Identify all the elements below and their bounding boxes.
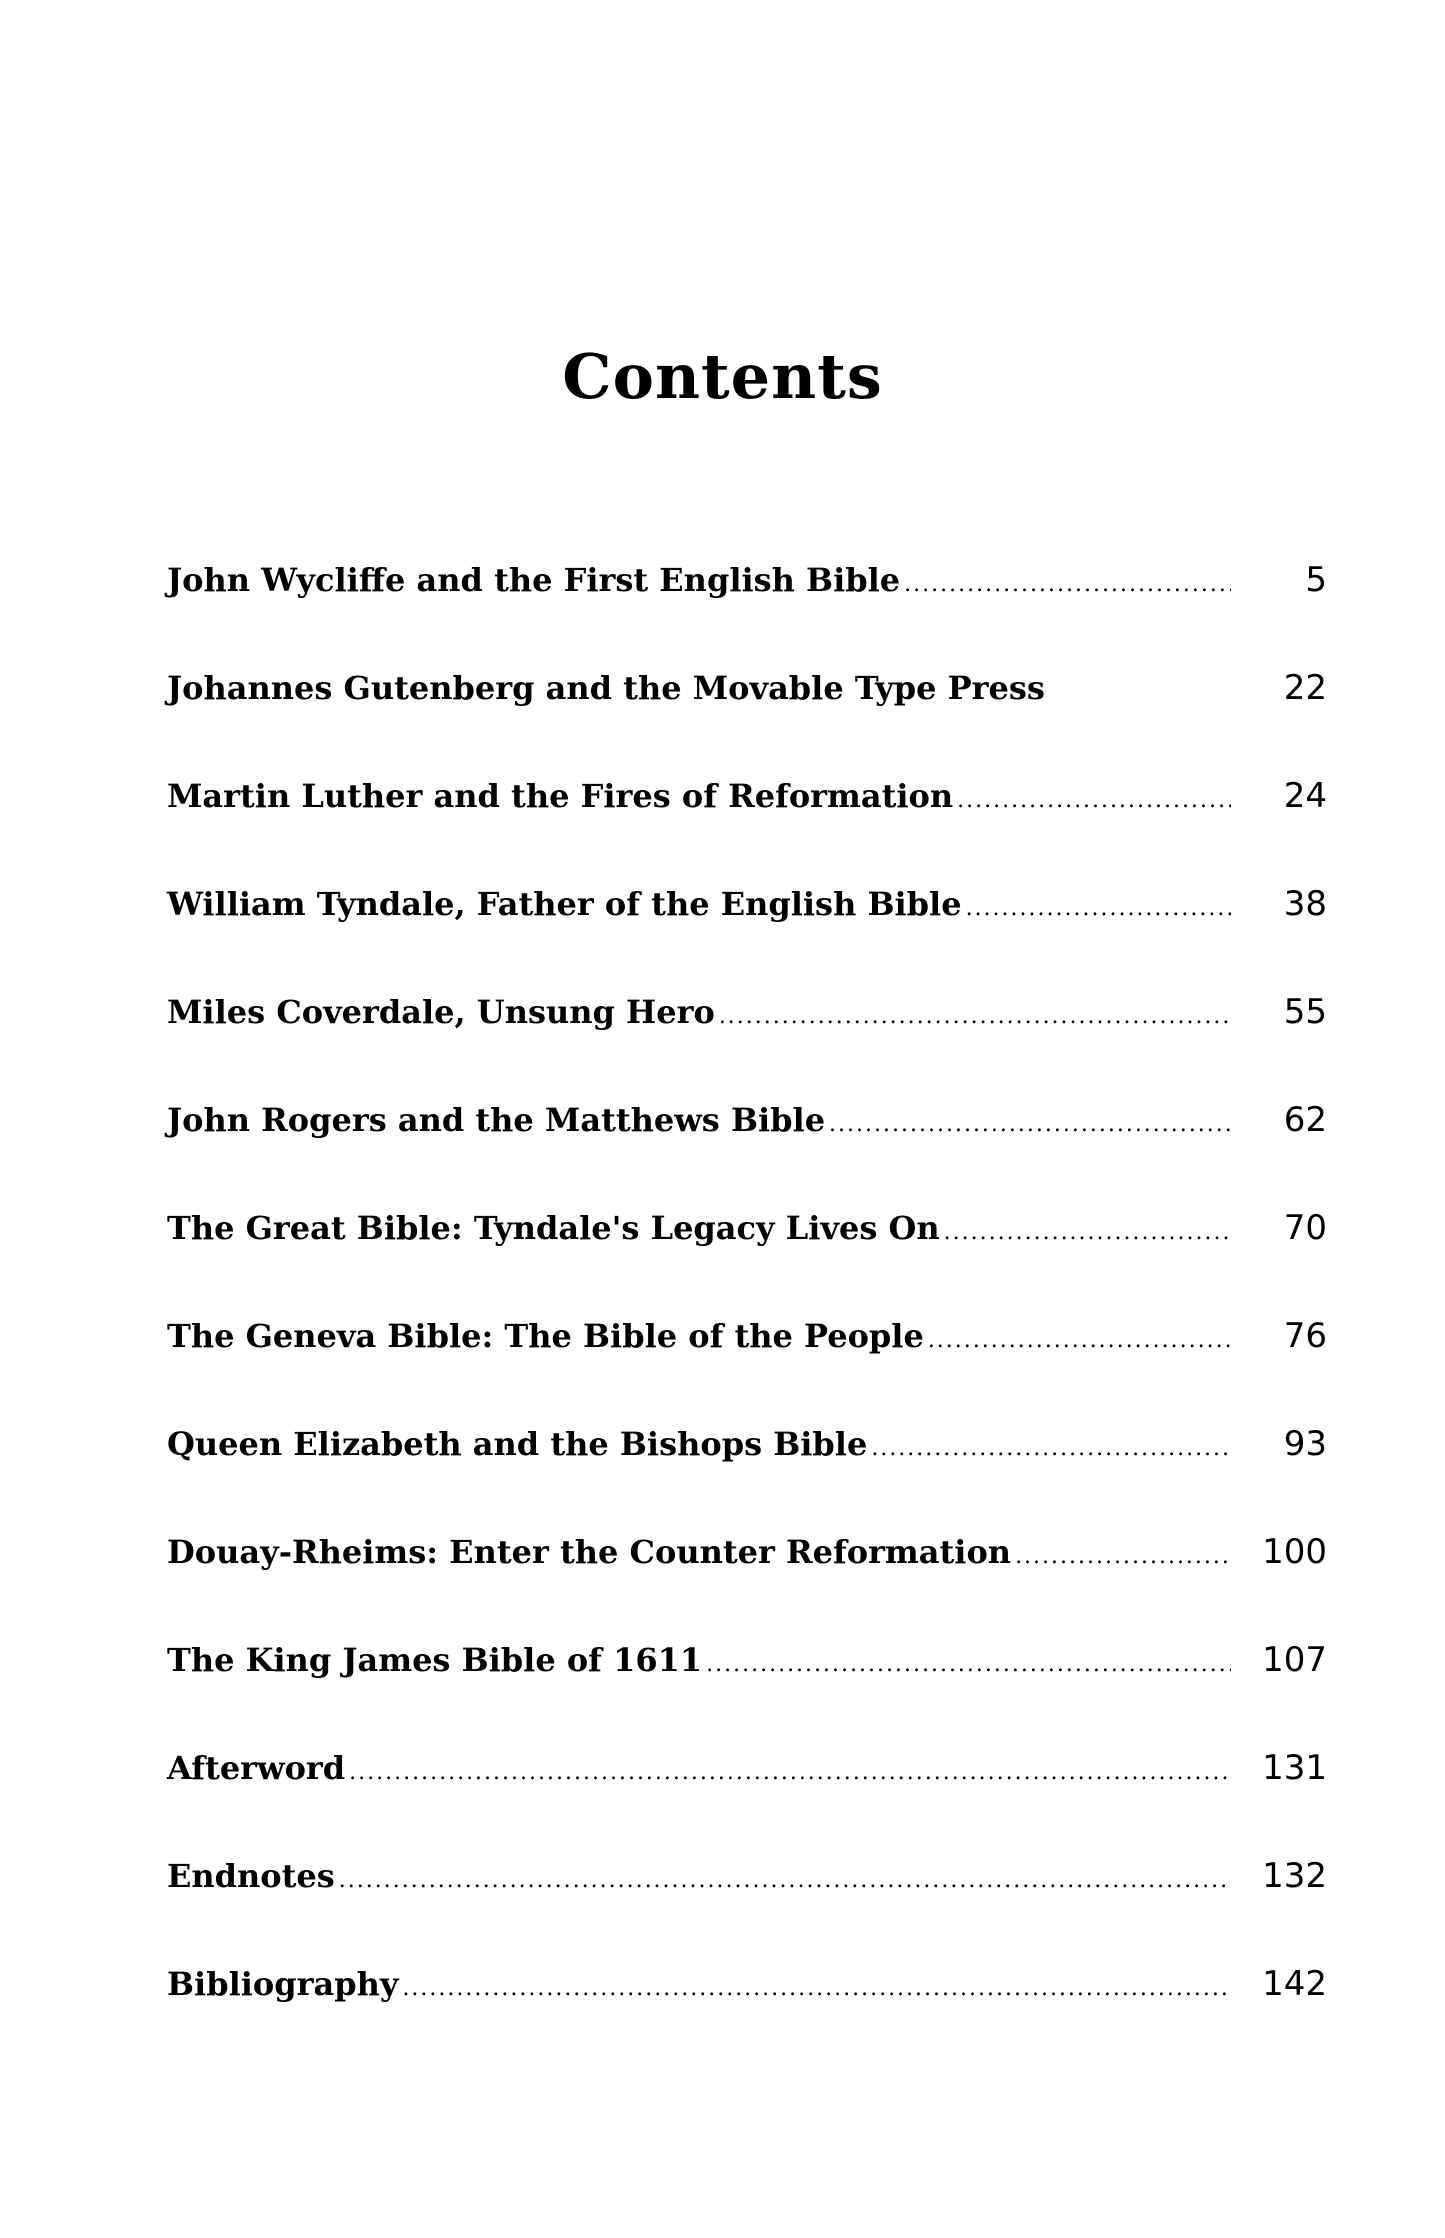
dot-leader [871, 1436, 1231, 1461]
toc-entry-title: The Geneva Bible: The Bible of the People [167, 1317, 924, 1355]
dot-leader [966, 896, 1231, 921]
toc-entry-title: John Rogers and the Matthews Bible [167, 1101, 826, 1139]
toc-entry-page: 38 [1283, 884, 1327, 924]
toc-entry[interactable] [167, 668, 1327, 776]
toc-entry[interactable] [167, 1208, 1327, 1316]
toc-entry-page: 70 [1283, 1208, 1327, 1248]
toc-entry-page: 62 [1283, 1100, 1327, 1140]
table-of-contents [167, 560, 1327, 2072]
toc-entry-title: Queen Elizabeth and the Bishops Bible [167, 1425, 868, 1463]
dot-leader [339, 1868, 1231, 1893]
toc-entry-title: Bibliography [167, 1965, 399, 2003]
toc-entry[interactable] [167, 1316, 1327, 1424]
toc-entry[interactable] [167, 1640, 1327, 1748]
toc-entry[interactable] [167, 1964, 1327, 2072]
toc-entry[interactable] [167, 1856, 1327, 1964]
dot-leader [957, 788, 1231, 813]
toc-entry-title: John Wycliffe and the First English Bible [167, 561, 901, 599]
dot-leader [402, 1976, 1231, 2001]
toc-entry[interactable] [167, 1100, 1327, 1208]
toc-entry-title: The King James Bible of 1611 [167, 1641, 703, 1679]
toc-entry-page: 22 [1283, 668, 1327, 708]
toc-entry-title: William Tyndale, Father of the English Bible [167, 885, 962, 923]
toc-entry-page: 132 [1262, 1856, 1327, 1896]
toc-entry-title: Endnotes [167, 1857, 335, 1895]
toc-entry-page: 142 [1262, 1964, 1327, 2004]
dot-leader [719, 1004, 1231, 1029]
dot-leader [928, 1328, 1231, 1353]
toc-entry-title: The Great Bible: Tyndale's Legacy Lives On [167, 1209, 940, 1247]
toc-entry-page: 93 [1283, 1424, 1327, 1464]
toc-entry-title: Johannes Gutenberg and the Movable Type Press [167, 669, 1045, 707]
dot-leader [904, 572, 1231, 597]
toc-entry-page: 76 [1283, 1316, 1327, 1356]
toc-entry[interactable] [167, 776, 1327, 884]
toc-entry-page: 5 [1305, 560, 1327, 600]
toc-entry-title: Douay-Rheims: Enter the Counter Reformation [167, 1533, 1012, 1571]
dot-leader [829, 1112, 1231, 1137]
dot-leader [1015, 1544, 1231, 1569]
dot-leader [706, 1652, 1231, 1677]
toc-entry-page: 131 [1262, 1748, 1327, 1788]
dot-leader [944, 1220, 1231, 1245]
toc-entry-title: Afterword [167, 1749, 346, 1787]
toc-entry[interactable] [167, 992, 1327, 1100]
toc-entry-title: Miles Coverdale, Unsung Hero [167, 993, 715, 1031]
toc-entry[interactable] [167, 884, 1327, 992]
toc-entry-page: 100 [1262, 1532, 1327, 1572]
toc-entry[interactable] [167, 1424, 1327, 1532]
toc-entry-page: 55 [1283, 992, 1327, 1032]
toc-entry-title: Martin Luther and the Fires of Reformation [167, 777, 954, 815]
toc-entry-page: 24 [1283, 776, 1327, 816]
toc-entry-page: 107 [1262, 1640, 1327, 1680]
toc-entry[interactable] [167, 1748, 1327, 1856]
dot-leader [349, 1760, 1231, 1785]
toc-entry[interactable] [167, 560, 1327, 668]
page-title: Contents [562, 340, 883, 413]
toc-entry[interactable] [167, 1532, 1327, 1640]
